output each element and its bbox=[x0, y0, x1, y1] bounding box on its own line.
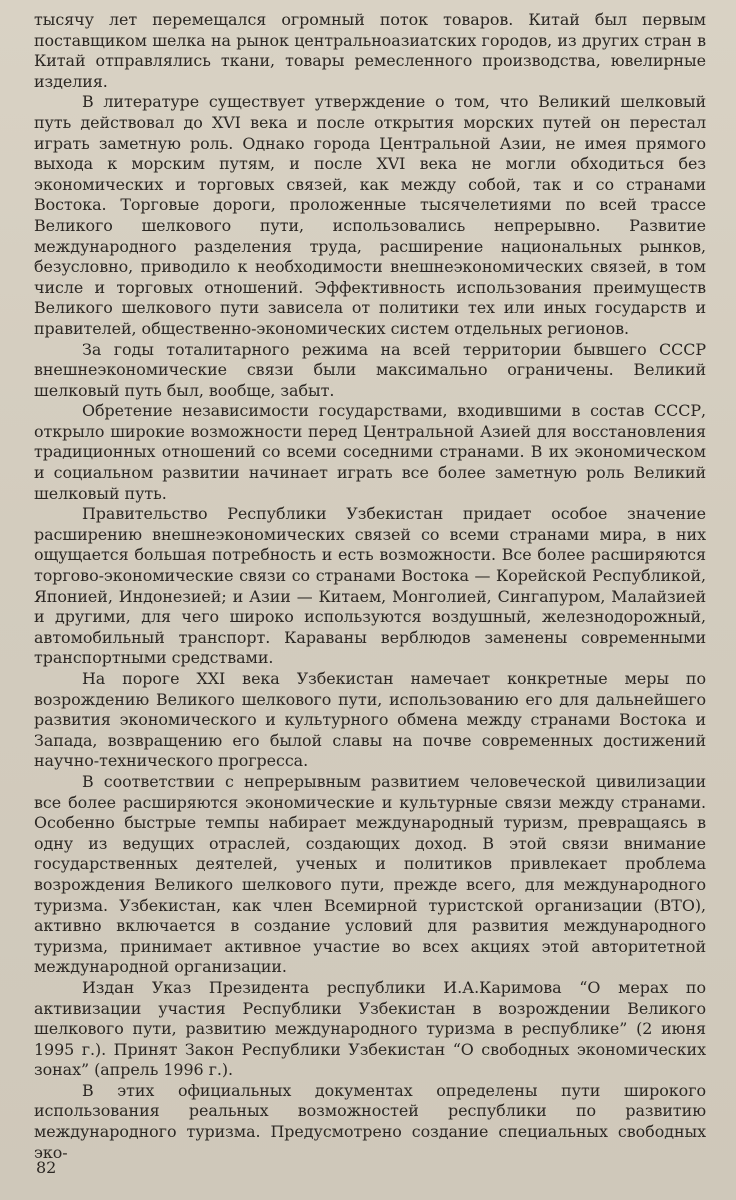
paragraph-8: Издан Указ Президента республики И.А.Каримова “О мерах по активизации участия Республики Узбекистан в возрождении Великого шелкового пути, развитию международного туризма в республике” (2 июня 1995 г.). Принят Закон Республики Узбекистан “О свободных экономических зонах” (апрель 1996 г.). bbox=[34, 977, 706, 1080]
paragraph-9: В этих официальных документах определены пути широкого использования реальных возможностей республики по развитию международного туризма. Предусмотрено создание специальных свободных эко- bbox=[34, 1080, 706, 1162]
paragraph-5: Правительство Республики Узбекистан придает особое значение расширению внешнеэкономических связей со всеми странами мира, в них ощущается большая потребность и есть возможности. Все более расширяются торгово-экономические связи со странами Востока — Корейской Республикой, Японией, Индонезией; и Азии — Китаем, Монголией, Сингапуром, Малайзией и другими, для чего широко используются воздушный, железнодорожный, автомобильный транспорт. Караваны верблюдов заменены современными транспортными средствами. bbox=[34, 504, 706, 668]
paragraph-3: За годы тоталитарного режима на всей территории бывшего СССР внешнеэкономические связи были максимально ограничены. Великий шелковый путь был, вообще, забыт. bbox=[34, 339, 706, 400]
paragraph-7: В соответствии с непрерывным развитием человеческой цивилизации все более расширяются экономические и культурные связи между странами. Особенно быстрые темпы набирает международный туризм, превращаясь в одну из ведущих отраслей, создающих доход. В этой связи внимание государственных деятелей, ученых и политиков привлекает проблема возрождения Великого шелкового пути, прежде всего, для международного туризма. Узбекистан, как член Всемирной туристской организации (ВТО), активно включается в создание условий для развития международного туризма, принимает активное участие во всех акциях этой авторитетной международной организации. bbox=[34, 771, 706, 977]
paragraph-1: тысячу лет перемещался огромный поток товаров. Китай был первым поставщиком шелка на рынок центральноазиатских городов, из других стран в Китай отправлялись ткани, товары ремесленного производства, ювелирные изделия. bbox=[34, 10, 706, 91]
paragraph-6: На пороге XXI века Узбекистан намечает конкретные меры по возрождению Великого шелкового пути, использованию его для дальнейшего развития экономического и культурного обмена между странами Востока и Запада, возвращению его былой славы на почве современных достижений научно-технического прогресса. bbox=[34, 669, 706, 771]
paragraph-4: Обретение независимости государствами, входившими в состав СССР, открыло широкие возможности перед Центральной Азией для восстановления традиционных отношений со всеми соседними странами. В их экономическом и социальном развитии начинает играть все более заметную роль Великий шелковый путь. bbox=[34, 401, 706, 503]
page-number: 82 bbox=[36, 1158, 57, 1177]
paragraph-2: В литературе существует утверждение о том, что Великий шелковый путь действовал до XVI века и после открытия морских путей он перестал играть заметную роль. Однако города Центральной Азии, не имея прямого выхода к морским путям, и после XVI века не могли обходиться без экономических и торговых связей, как между собой, так и со странами Востока. Торговые дороги, проложенные тысячелетиями по всей трассе Великого шелкового пути, использовались непрерывно. Развитие международного разделения труда, расширение национальных рынков, безусловно, приводило к необходимости внешнеэкономических связей, в том числе и торговых отношений. Эффективность использования преимуществ Великого шелкового пути зависела от политики тех или иных государств и правителей, общественно-экономических систем отдельных регионов. bbox=[34, 92, 706, 338]
